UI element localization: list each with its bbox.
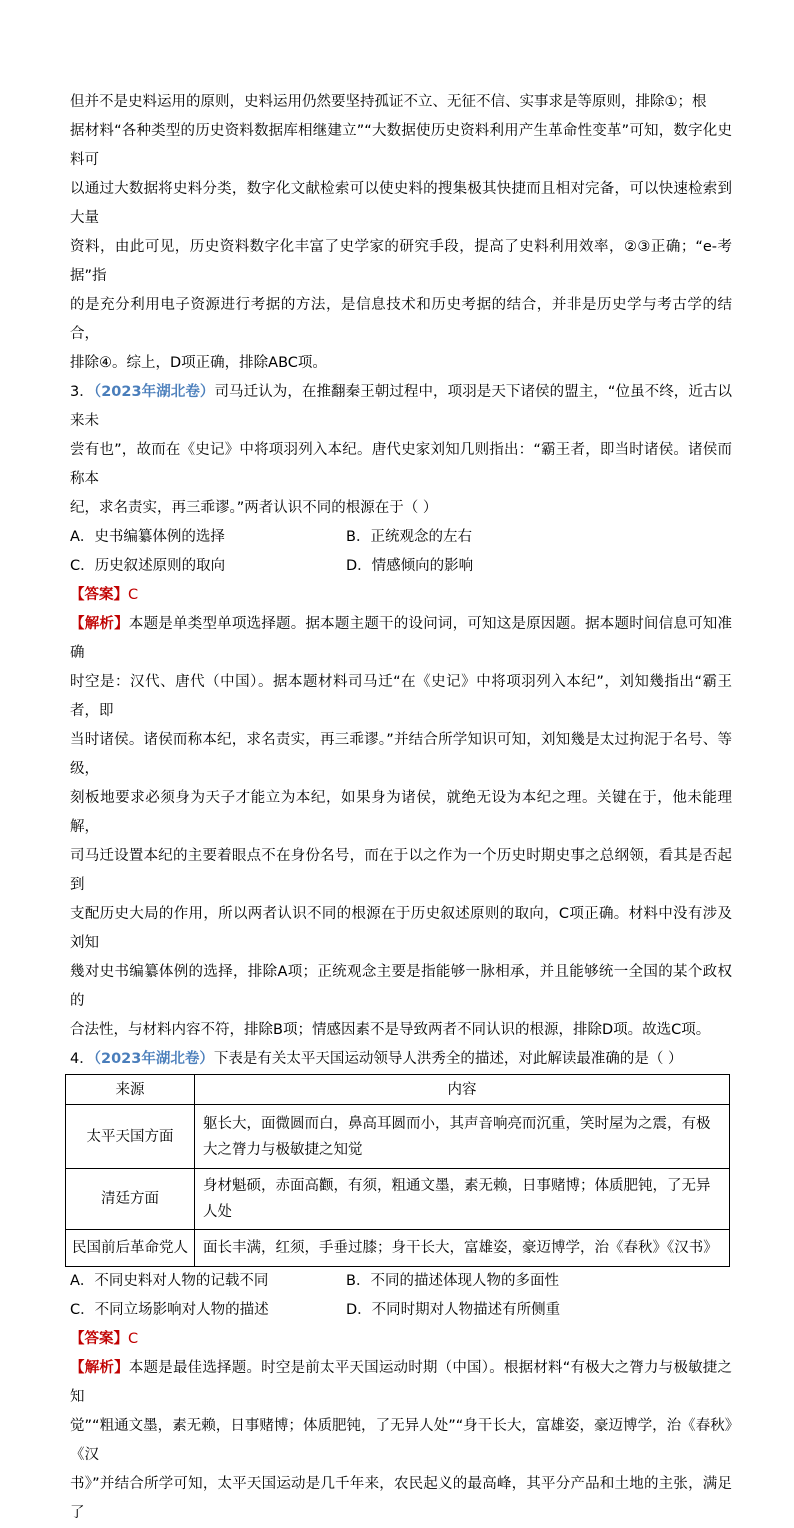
option-d: D．情感倾向的影响 [346, 558, 474, 574]
question-4 [70, 1045, 732, 1528]
table-row [66, 1169, 730, 1230]
table-header: 来源 [66, 1075, 195, 1105]
text-line: 资料，由此可见，历史资料数字化丰富了史学家的研究手段，提高了史料利用效率，②③正确；“e-考据”指 [70, 239, 732, 284]
stem-line: 纪，求名责实，再三乖谬。”两者认识不同的根源在于（ ） [70, 500, 438, 516]
question-stem [70, 378, 732, 436]
answer-value: C [128, 1331, 139, 1347]
answer-line [70, 581, 732, 610]
question-number: 3． [70, 384, 94, 400]
analysis-line: 司马迁设置本纪的主要着眼点不在身份名号，而在于以之作为一个历史时期史事之总纲领，看其是否起到 [70, 848, 732, 893]
question-number: 4． [70, 1051, 94, 1067]
answer-line [70, 1325, 732, 1354]
table-cell-source: 太平天国方面 [66, 1105, 195, 1169]
text-line: 以通过大数据将史料分类，数字化文献检索可以使史料的搜集极其快捷而且相对完备，可以快速检索到大量 [70, 181, 732, 226]
analysis-tag: 【解析】 [70, 616, 129, 632]
analysis-line [70, 1354, 732, 1412]
source-table [65, 1074, 730, 1267]
question-stem [70, 1045, 732, 1074]
table-cell-content: 面长丰满，红须，手垂过膝；身干长大，富雄姿，豪迈博学，治《春秋》《汉书》 [195, 1230, 730, 1267]
table-header: 内容 [195, 1075, 730, 1105]
table-cell-source: 清廷方面 [66, 1169, 195, 1230]
option-c: C．不同立场影响对人物的描述 [70, 1302, 269, 1318]
table-row [66, 1105, 730, 1169]
prev-question-explanation [70, 88, 732, 378]
analysis-line: 觉”“粗通文墨，素无赖，日事赌博；体质肥钝，了无异人处”“身干长大，富雄姿，豪迈博学，治《春秋》《汉 [70, 1418, 732, 1463]
option-c: C．历史叙述原则的取向 [70, 558, 226, 574]
options-grid [70, 1267, 732, 1325]
table-row [66, 1230, 730, 1267]
answer-value: C [128, 587, 139, 603]
analysis-line: 支配历史大局的作用，所以两者认识不同的根源在于历史叙述原则的取向，C项正确。材料中没有涉及刘知 [70, 906, 732, 951]
analysis-tag: 【解析】 [70, 1360, 129, 1376]
stem-text: 下表是有关太平天国运动领导人洪秀全的描述，对此解读最准确的是（ ） [213, 1051, 683, 1067]
analysis-line: 幾对史书编纂体例的选择，排除A项；正统观念主要是指能够一脉相承，并且能够统一全国的某个政权的 [70, 964, 732, 1009]
options-grid [70, 523, 732, 581]
analysis-text: 本题是最佳选择题。时空是前太平天国运动时期（中国）。根据材料“有极大之膂力与极敏捷之知 [70, 1360, 732, 1405]
analysis-line: 时空是：汉代、唐代（中国）。据本题材料司马迁“在《史记》中将项羽列入本纪”，刘知幾指出“霸王者，即 [70, 674, 732, 719]
option-a: A．不同史料对人物的记载不同 [70, 1273, 269, 1289]
answer-tag: 【答案】 [70, 1331, 128, 1347]
table-cell-content: 身材魁硕，赤面高颧，有须，粗通文墨，素无赖，日事赌博；体质肥钝，了无异人处 [195, 1169, 730, 1230]
table-header-row [66, 1075, 730, 1105]
stem-line: 司马迁认为，在推翻秦王朝过程中，项羽是天下诸侯的盟主，“位虽不终，近古以来未 [70, 384, 732, 429]
analysis-line: 刻板地要求必须身为天子才能立为本纪，如果身为诸侯，就绝无设为本纪之理。关键在于，他未能理解， [70, 790, 732, 835]
text-line: 但并不是史料运用的原则，史料运用仍然要坚持孤证不立、无征不信、实事求是等原则，排除①；根 [70, 94, 707, 110]
option-b: B．正统观念的左右 [346, 529, 472, 545]
question-3 [70, 378, 732, 1045]
analysis-line: 当时诸侯。诸侯而称本纪，求名责实，再三乖谬。”并结合所学知识可知，刘知幾是太过拘泥于名号、等级， [70, 732, 732, 777]
text-line: 排除④。综上，D项正确，排除ABC项。 [70, 355, 327, 371]
option-a: A．史书编纂体例的选择 [70, 529, 225, 545]
text-line: 据材料“各种类型的历史资料数据库相继建立”“大数据使历史资料利用产生革命性变革”可知，数字化史料可 [70, 123, 732, 168]
table-cell-content: 躯长大，面微圆而白，鼻高耳圆而小，其声音响亮而沉重，笑时屋为之震，有极大之膂力与极敏捷之知觉 [195, 1105, 730, 1169]
analysis-text: 本题是单类型单项选择题。据本题主题干的设问词，可知这是原因题。据本题时间信息可知准确 [70, 616, 733, 661]
option-b: B．不同的描述体现人物的多面性 [346, 1273, 559, 1289]
question-source: （2023年湖北卷） [93, 1051, 214, 1067]
table-cell-source: 民国前后革命党人 [66, 1230, 195, 1267]
question-source: （2023年湖北卷） [93, 384, 215, 400]
stem-line: 尝有也”，故而在《史记》中将项羽列入本纪。唐代史家刘知几则指出：“霸王者，即当时诸侯。诸侯而称本 [70, 442, 732, 487]
document-content [70, 88, 732, 1528]
text-line: 的是充分利用电子资源进行考据的方法，是信息技术和历史考据的结合，并非是历史学与考古学的结合， [70, 297, 732, 342]
option-d: D．不同时期对人物描述有所侧重 [346, 1302, 561, 1318]
analysis-line [70, 610, 732, 668]
answer-tag: 【答案】 [70, 587, 128, 603]
analysis-line: 书》”并结合所学可知，太平天国运动是几千年来，农民起义的最高峰，其平分产品和土地的主张，满足了 [70, 1476, 732, 1521]
analysis-line: 合法性，与材料内容不符，排除B项；情感因素不是导致两者不同认识的根源，排除D项。故选C项。 [70, 1022, 711, 1038]
